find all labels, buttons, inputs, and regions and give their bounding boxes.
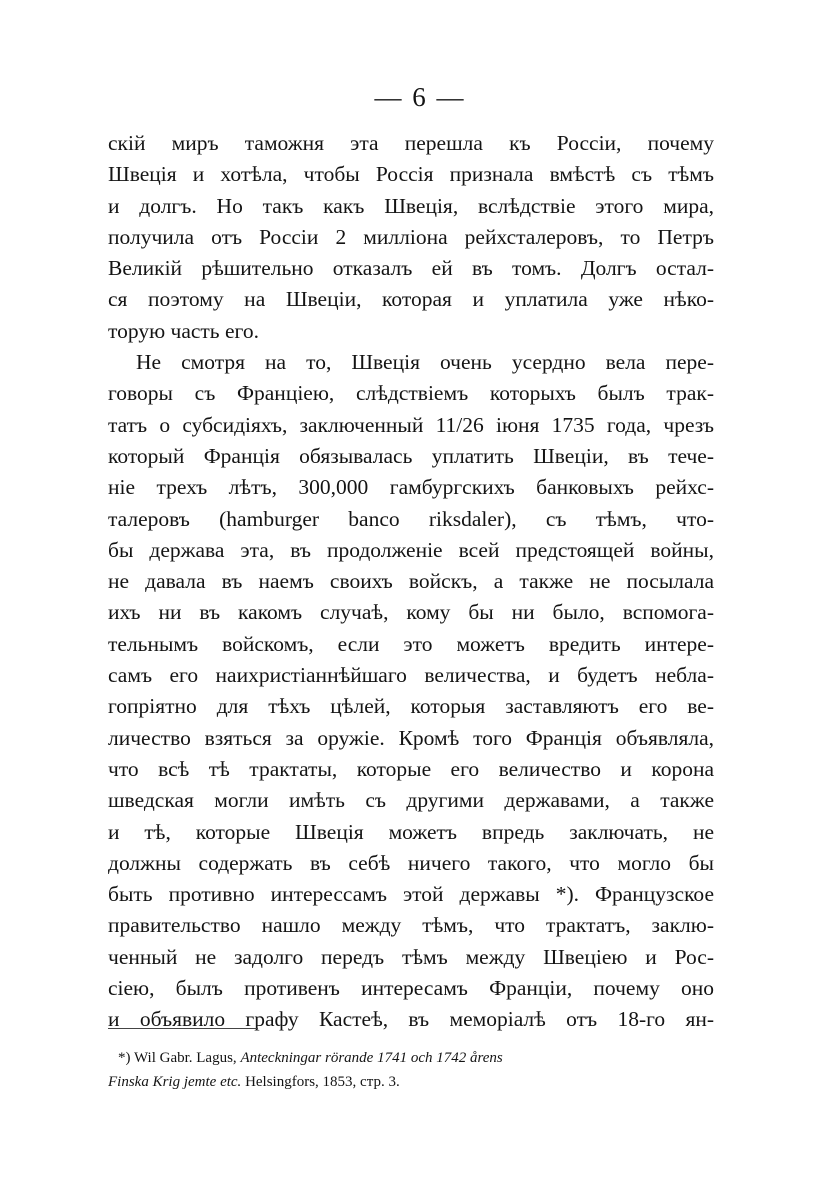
text-line: ніе трехъ лѣтъ, 300,000 гамбургскихъ банковыхъ рейхс- [108, 475, 714, 500]
text-line: и тѣ, которые Швеція можетъ впредь заключать, не [108, 819, 714, 844]
text-line: не давала въ наемъ своихъ войскъ, а также не посылала [108, 569, 714, 594]
text-line: который Франція обязывалась уплатить Швеціи, въ тече- [108, 443, 714, 468]
text-line: Не смотря на то, Швеція очень усердно вела пере- [136, 350, 714, 375]
text-line: сіею, былъ противенъ интересамъ Франціи, почему оно [108, 976, 714, 1001]
text-line: получила отъ Россіи 2 милліона рейхсталеровъ, то Петръ [108, 224, 714, 249]
text-line: и долгъ. Но такъ какъ Швеція, вслѣдствіе этого мира, [108, 193, 714, 218]
text-line: татъ о субсидіяхъ, заключенный 11/26 іюня 1735 года, чрезъ [108, 412, 714, 437]
text-line: Швеція и хотѣла, чтобы Россія признала вмѣстѣ съ тѣмъ [108, 162, 714, 187]
text-line: и объявило графу Кастеѣ, въ меморіалѣ отъ 18-го ян- [108, 1007, 714, 1032]
text-line: ихъ ни въ какомъ случаѣ, кому бы ни было, вспомога- [108, 600, 714, 625]
body-text [108, 128, 714, 1036]
text-line: Великій рѣшительно отказалъ ей въ томъ. Долгъ остал- [108, 256, 714, 281]
text-line: личество взяться за оружіе. Кромѣ того Франція объявляла, [108, 725, 714, 750]
footnote-title: Anteckningar rörande 1741 och 1742 årens [240, 1050, 503, 1066]
footnote-author: *) Wil Gabr. Lagus, [118, 1050, 237, 1066]
text-line: гопріятно для тѣхъ цѣлей, которыя заставляютъ его ве- [108, 694, 714, 719]
text-line: что всѣ тѣ трактаты, которые его величество и корона [108, 756, 714, 781]
footnote-title-cont: Finska Krig jemte etc. [108, 1074, 242, 1090]
text-line: должны содержать въ себѣ ничего такого, что могло бы [108, 850, 714, 875]
text-line: скій миръ таможня эта перешла къ Россіи, почему [108, 131, 714, 155]
footnote-divider [108, 1028, 258, 1029]
footnote-imprint: Helsingfors, 1853, стр. 3. [245, 1074, 400, 1090]
footnote [108, 1046, 714, 1094]
text-line: самъ его наихристіаннѣйшаго величества, и будетъ неблa- [108, 663, 714, 688]
footnote-line [108, 1070, 714, 1094]
text-line: шведская могли имѣть съ другими державами, а также [108, 788, 714, 813]
footnote-line [108, 1046, 714, 1070]
text-line: бы держава эта, въ продолженіе всей предстоящей войны, [108, 537, 714, 562]
text-line: ся поэтому на Швеціи, которая и уплатила уже нѣко- [108, 287, 714, 312]
text-line: правительство нашло между тѣмъ, что трактатъ, заклю- [108, 913, 714, 938]
text-line: торую часть его. [108, 318, 259, 343]
text-line: быть противно интерессамъ этой державы *). Французское [108, 882, 714, 907]
page-number: — 6 — [374, 82, 466, 112]
text-line: талеровъ (hamburger banco riksdaler), съ тѣмъ, что- [108, 506, 714, 531]
text-line: говоры съ Франціею, слѣдствіемъ которыхъ былъ трак- [108, 381, 714, 406]
text-line: тельнымъ войскомъ, если это можетъ вредить интере- [108, 631, 714, 656]
text-line: ченный не задолго передъ тѣмъ между Швеціею и Рос- [108, 944, 714, 969]
